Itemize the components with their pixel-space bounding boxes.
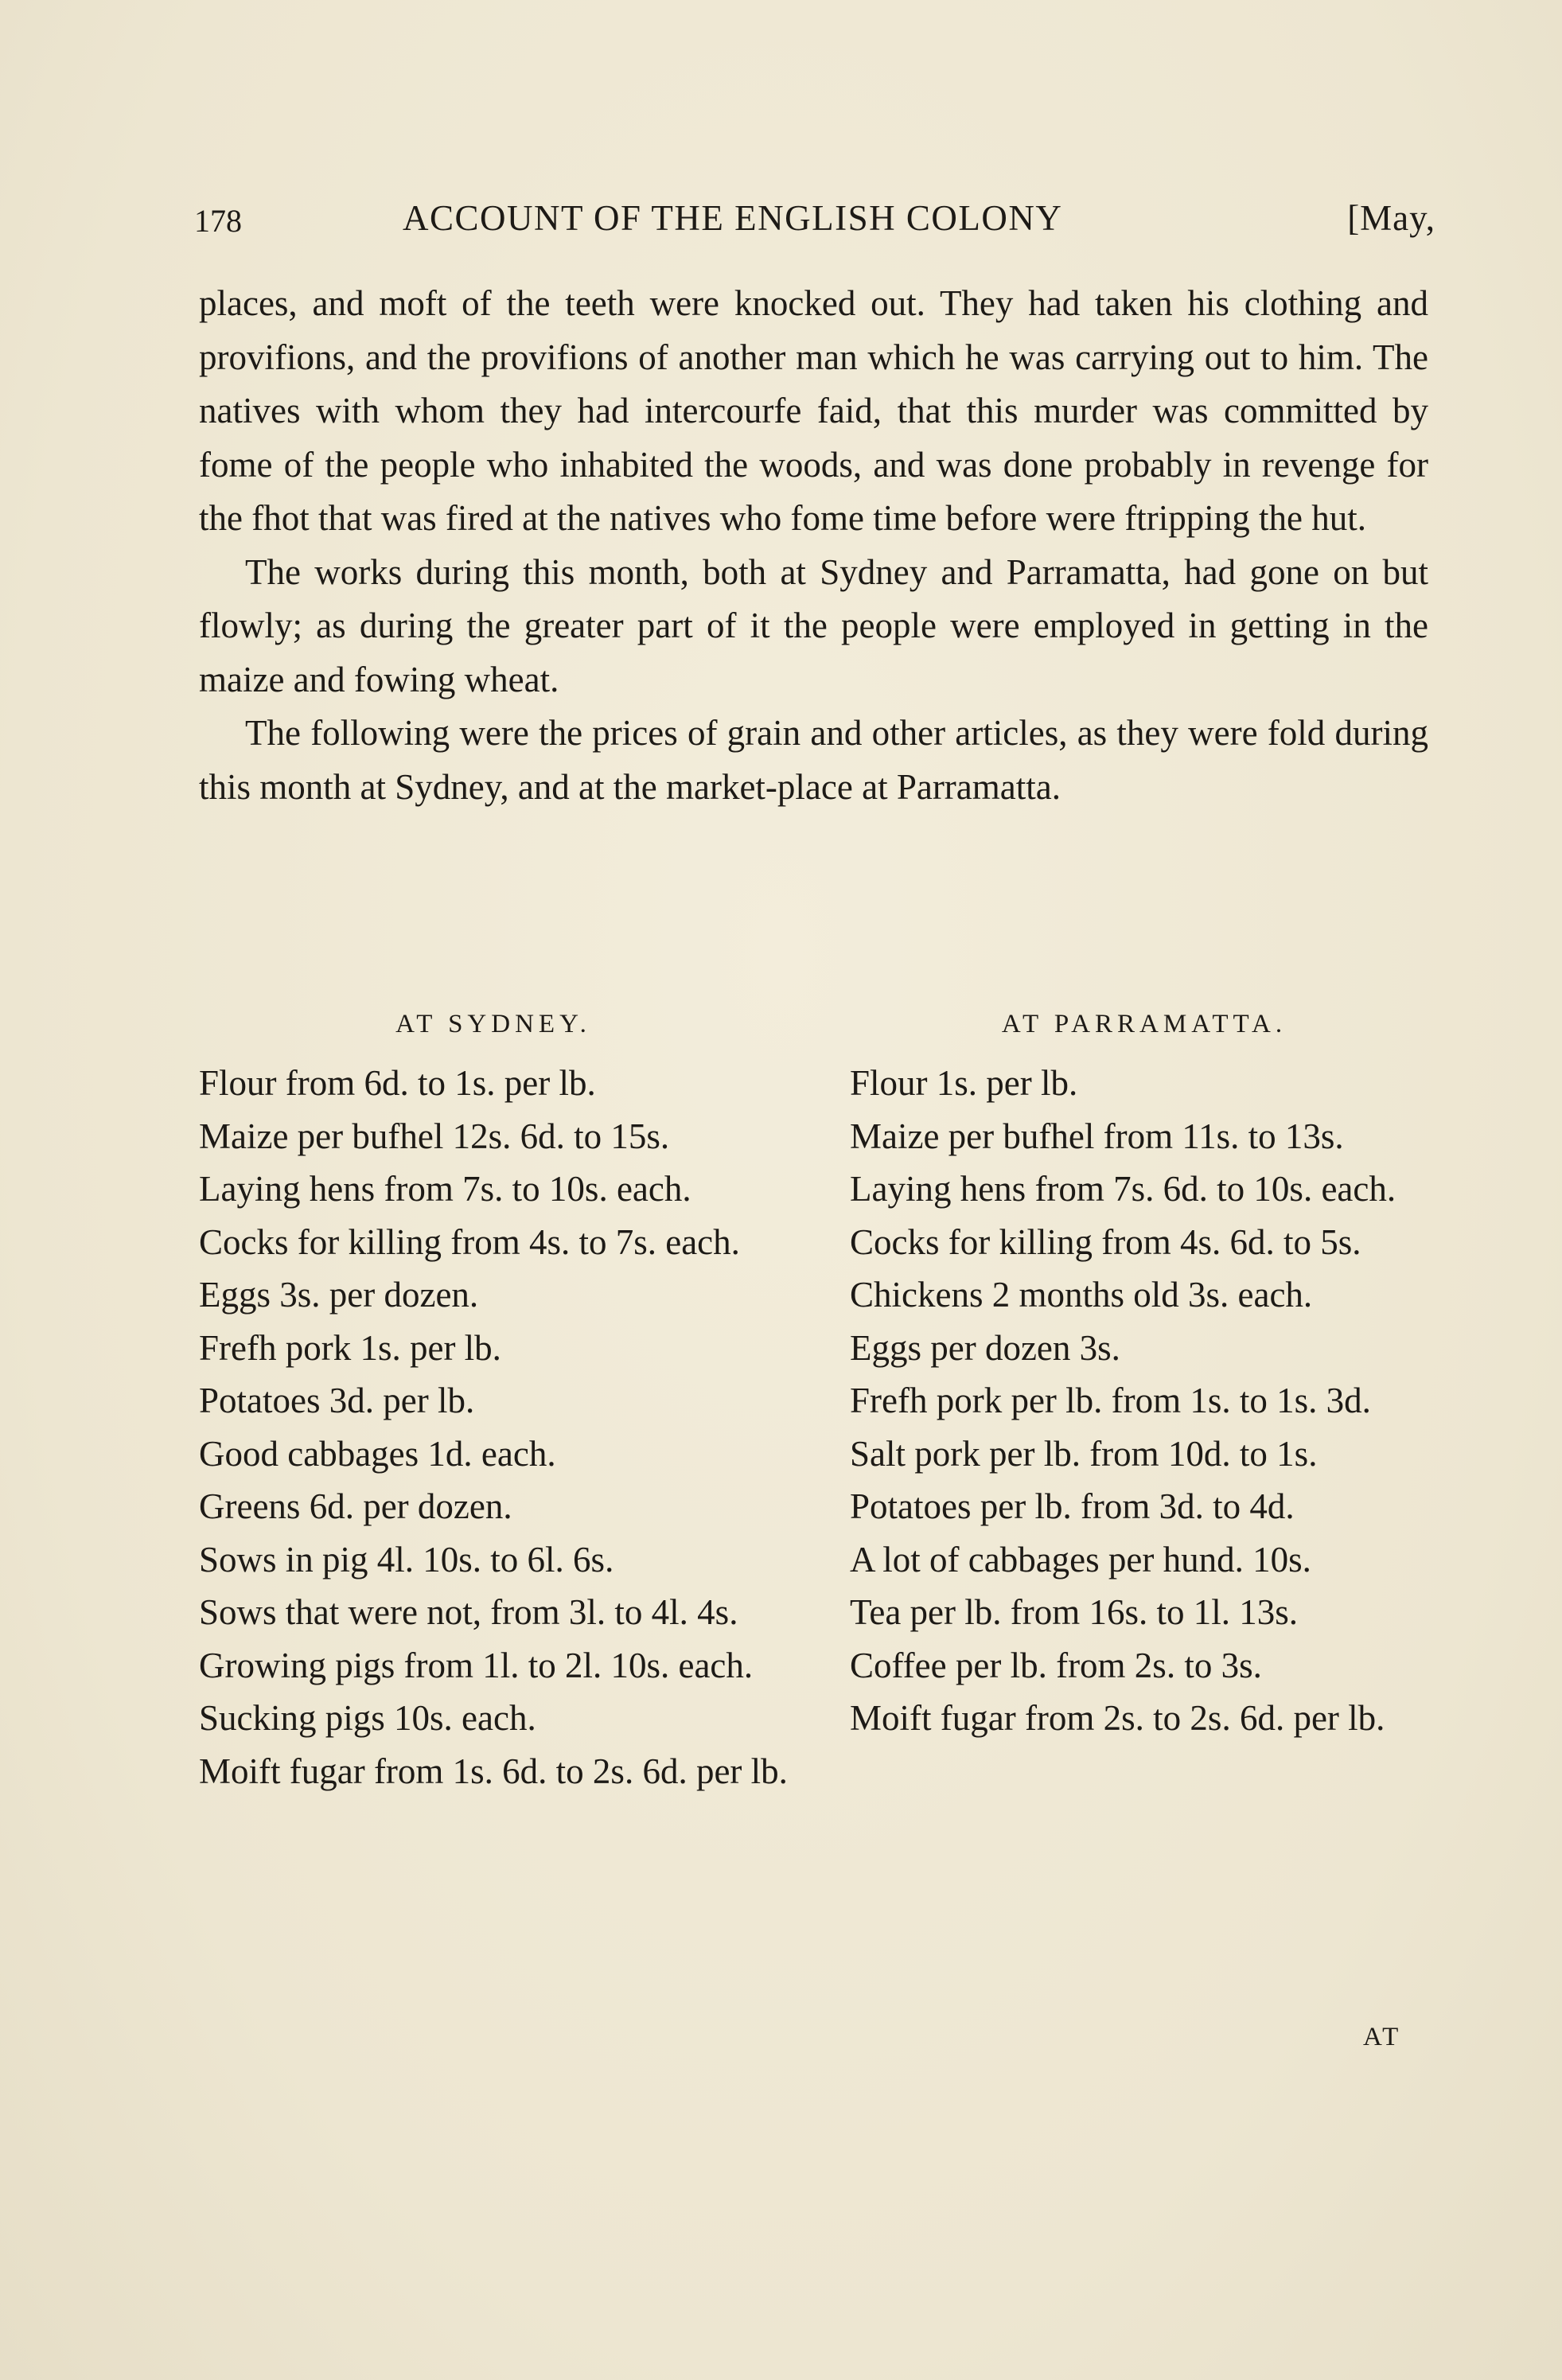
parramatta-heading: AT PARRAMATTA. xyxy=(1001,1010,1287,1038)
parramatta-price-item: Moift fugar from 2s. to 2s. 6d. per lb. xyxy=(850,1698,1385,1738)
sydney-price-item: Sucking pigs 10s. each. xyxy=(199,1698,536,1738)
catchword: AT xyxy=(1363,2023,1402,2051)
sydney-price-item: Eggs 3s. per dozen. xyxy=(199,1275,479,1315)
sydney-price-item: Potatoes 3d. per lb. xyxy=(199,1381,475,1420)
sydney-price-item: Good cabbages 1d. each. xyxy=(199,1433,556,1474)
paragraph-prices-intro: The following were the prices of grain and other articles, as they were fold during this month at Sydney, and at the market-place at Parramatta. xyxy=(199,713,1428,807)
running-month: [May, xyxy=(1347,198,1435,238)
paragraph-works: The works during this month, both at Sydney and Parramatta, had gone on but flowly; as during the greater part of it the people were employed in getting in the maize and fowing wheat. xyxy=(199,551,1428,699)
parramatta-price-item: Flour 1s. per lb. xyxy=(850,1063,1078,1103)
sydney-price-item: Sows in pig 4l. 10s. to 6l. 6s. xyxy=(199,1539,614,1580)
sydney-price-item: Laying hens from 7s. to 10s. each. xyxy=(199,1169,691,1209)
sydney-price-list xyxy=(199,1057,788,1798)
sydney-price-item: Frefh pork 1s. per lb. xyxy=(199,1327,501,1368)
running-head xyxy=(194,197,1435,245)
parramatta-price-item: Cocks for killing from 4s. 6d. to 5s. xyxy=(850,1221,1361,1262)
parramatta-price-item: Chickens 2 months old 3s. each. xyxy=(850,1275,1313,1315)
parramatta-price-item: Potatoes per lb. from 3d. to 4d. xyxy=(850,1486,1295,1526)
sydney-price-item: Cocks for killing from 4s. to 7s. each. xyxy=(199,1221,740,1262)
parramatta-column xyxy=(850,1004,1439,1745)
parramatta-price-item: Coffee per lb. from 2s. to 3s. xyxy=(850,1645,1262,1685)
sydney-price-item: Moift fugar from 1s. 6d. to 2s. 6d. per lb. xyxy=(199,1751,788,1791)
parramatta-price-item: A lot of cabbages per hund. 10s. xyxy=(850,1539,1311,1580)
sydney-price-item: Flour from 6d. to 1s. per lb. xyxy=(199,1063,596,1103)
paragraph-murder: places, and moft of the teeth were knocked out. They had taken his clothing and provifions, and the provifions of another man which he was carrying out to him. The natives with whom they had intercourfe faid, that this murder was committed by fome of the people who inhabited the woods, and was done probably in revenge for the fhot that was fired at the natives who fome time before were ftripping the hut. xyxy=(199,283,1428,538)
sydney-price-item: Maize per bufhel 12s. 6d. to 15s. xyxy=(199,1116,670,1156)
parramatta-price-list xyxy=(850,1057,1439,1745)
parramatta-price-item: Tea per lb. from 16s. to 1l. 13s. xyxy=(850,1592,1299,1632)
parramatta-price-item: Eggs per dozen 3s. xyxy=(850,1327,1120,1368)
sydney-column xyxy=(199,1004,788,1798)
body-text xyxy=(199,277,1428,814)
parramatta-price-item: Frefh pork per lb. from 1s. to 1s. 3d. xyxy=(850,1381,1371,1420)
sydney-price-item: Growing pigs from 1l. to 2l. 10s. each. xyxy=(199,1645,754,1685)
sydney-heading: AT SYDNEY. xyxy=(395,1010,591,1038)
parramatta-price-item: Laying hens from 7s. 6d. to 10s. each. xyxy=(850,1169,1396,1209)
sydney-price-item: Sows that were not, from 3l. to 4l. 4s. xyxy=(199,1592,738,1632)
page-number: 178 xyxy=(194,203,242,239)
sydney-price-item: Greens 6d. per dozen. xyxy=(199,1486,512,1526)
parramatta-price-item: Maize per bufhel from 11s. to 13s. xyxy=(850,1116,1344,1156)
running-title: ACCOUNT OF THE ENGLISH COLONY xyxy=(403,198,1063,238)
parramatta-price-item: Salt pork per lb. from 10d. to 1s. xyxy=(850,1433,1318,1474)
